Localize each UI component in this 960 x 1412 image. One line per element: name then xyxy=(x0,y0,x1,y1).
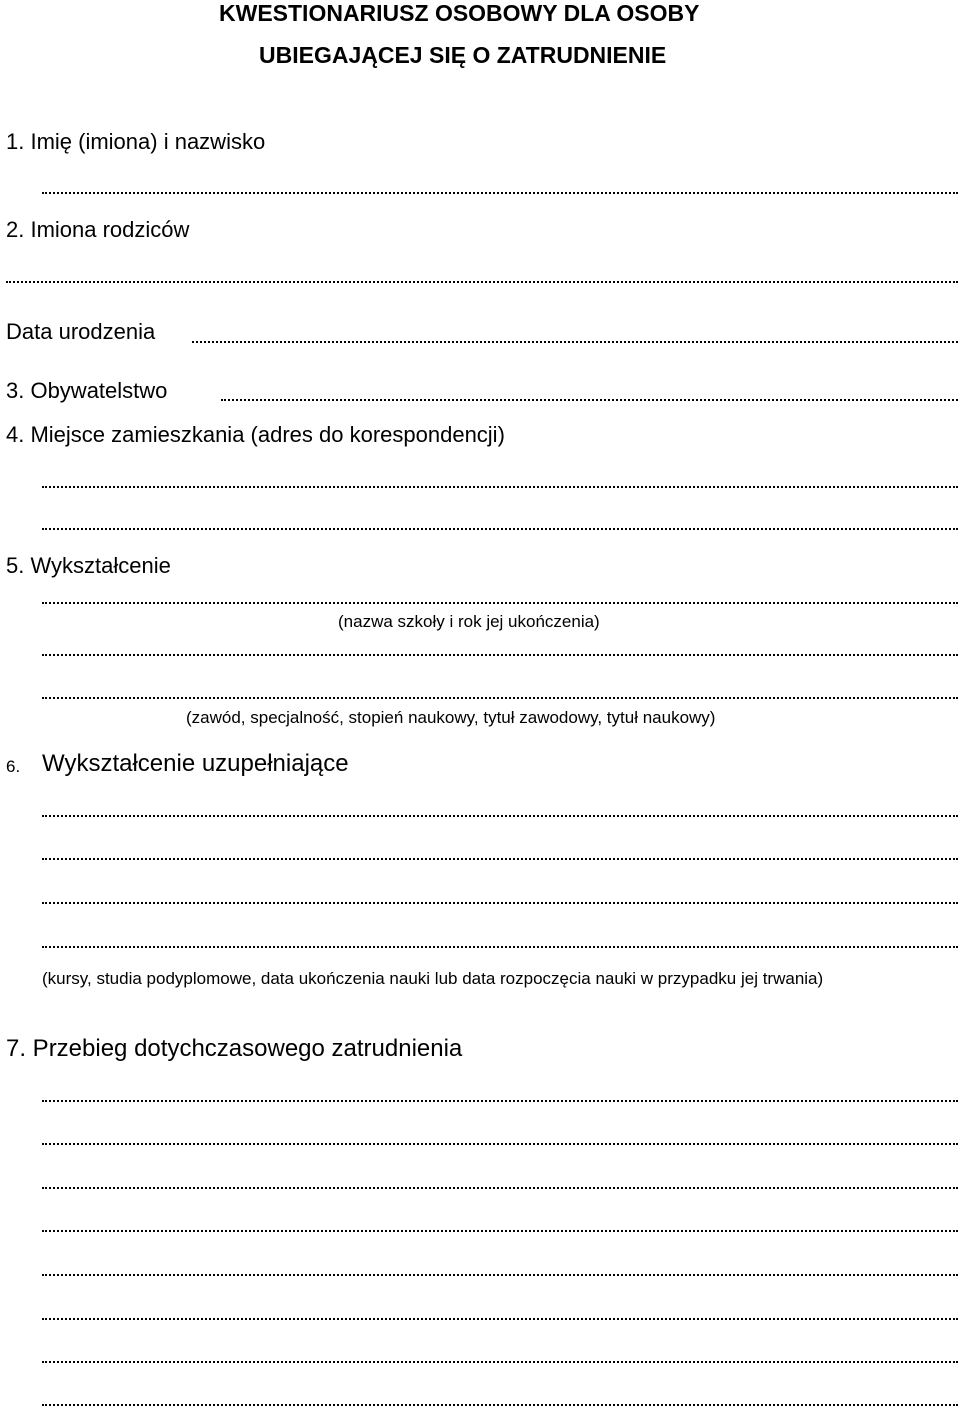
field-5-hint-school: (nazwa szkoły i rok jej ukończenia) xyxy=(338,612,600,631)
field-4-label: 4. Miejsce zamieszkania (adres do korespondencji) xyxy=(6,422,505,447)
field-4-line-1[interactable] xyxy=(42,486,958,488)
field-7-line-5[interactable] xyxy=(42,1274,958,1276)
field-6-hint: (kursy, studia podyplomowe, data ukończenia nauki lub data rozpoczęcia nauki w przypadku jej trwania) xyxy=(42,969,824,988)
field-7-line-8[interactable] xyxy=(42,1404,958,1406)
field-6-line-4[interactable] xyxy=(42,946,958,948)
field-7-line-7[interactable] xyxy=(42,1361,958,1363)
field-5-line-3[interactable] xyxy=(42,697,958,699)
field-7-line-3[interactable] xyxy=(42,1187,958,1189)
field-5-line-1[interactable] xyxy=(42,602,958,604)
field-7-line-1[interactable] xyxy=(42,1100,958,1102)
field-2-line[interactable] xyxy=(6,281,958,283)
field-3-label: 3. Obywatelstwo xyxy=(6,378,168,403)
field-6-label: Wykształcenie uzupełniające xyxy=(42,750,349,777)
field-1-label: 1. Imię (imiona) i nazwisko xyxy=(6,129,266,154)
field-7-line-6[interactable] xyxy=(42,1318,958,1320)
field-6-line-2[interactable] xyxy=(42,858,958,860)
field-7-label: 7. Przebieg dotychczasowego zatrudnienia xyxy=(6,1035,463,1062)
field-6-number: 6. xyxy=(6,757,21,776)
field-6-line-3[interactable] xyxy=(42,902,958,904)
field-7-line-2[interactable] xyxy=(42,1143,958,1145)
title-line-2: UBIEGAJĄCEJ SIĘ O ZATRUDNIENIE xyxy=(259,42,667,68)
field-1-line[interactable] xyxy=(42,192,958,194)
birth-date-label: Data urodzenia xyxy=(6,319,156,344)
title-line-1: KWESTIONARIUSZ OSOBOWY DLA OSOBY xyxy=(219,0,700,26)
birth-date-line[interactable] xyxy=(192,341,958,343)
field-4-line-2[interactable] xyxy=(42,528,958,530)
field-6-line-1[interactable] xyxy=(42,815,958,817)
field-5-label: 5. Wykształcenie xyxy=(6,553,171,578)
field-7-line-4[interactable] xyxy=(42,1230,958,1232)
field-3-line[interactable] xyxy=(221,399,958,401)
field-2-label: 2. Imiona rodziców xyxy=(6,217,190,242)
field-5-line-2[interactable] xyxy=(42,654,958,656)
field-5-hint-profession: (zawód, specjalność, stopień naukowy, tytuł zawodowy, tytuł naukowy) xyxy=(186,708,716,727)
